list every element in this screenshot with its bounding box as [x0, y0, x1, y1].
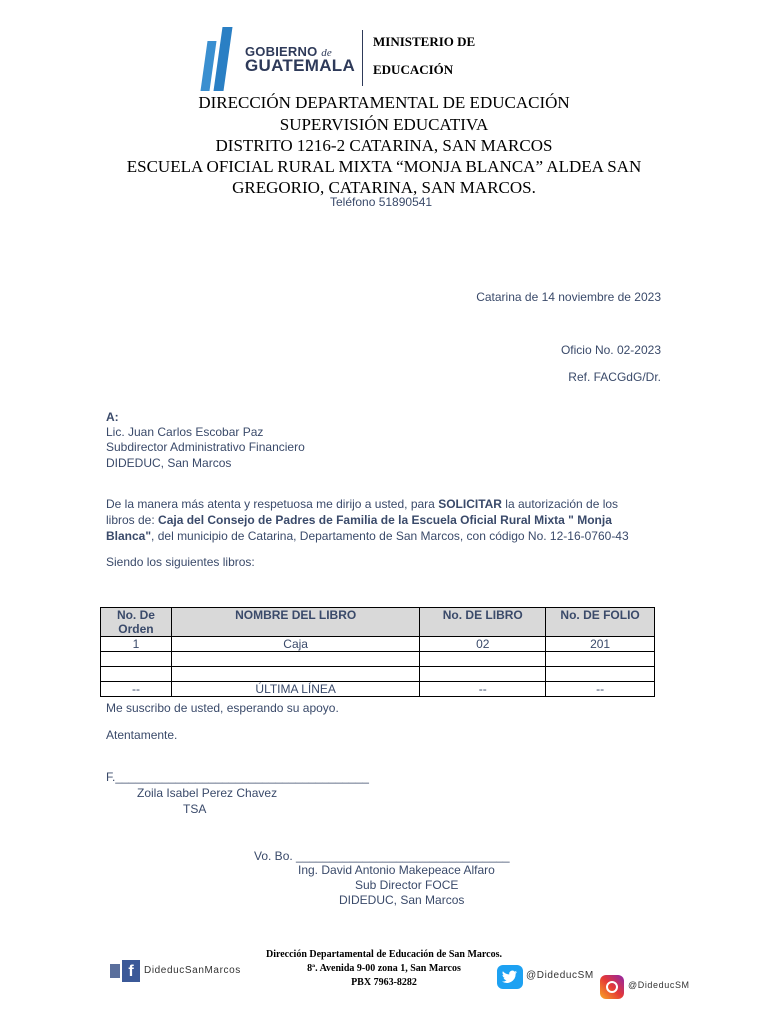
header-line2: SUPERVISIÓN EDUCATIVA: [279, 115, 489, 134]
table-row: [101, 652, 655, 667]
footer-line2: 8ª. Avenida 9-00 zona 1, San Marcos: [307, 963, 461, 974]
twitter-handle: @DideducSM: [526, 970, 594, 981]
table-cell: [546, 652, 655, 667]
header-phone: Teléfono 51890541: [330, 195, 433, 209]
header-line1: DIRECCIÓN DEPARTAMENTAL DE EDUCACIÓN: [198, 93, 570, 112]
table-cell: 201: [546, 637, 655, 652]
gobierno-logo-icon: [204, 27, 240, 91]
table-row: [101, 637, 655, 652]
ministry-line2: EDUCACIÓN: [373, 62, 454, 77]
place-date: Catarina de 14 noviembre de 2023: [476, 290, 661, 304]
table-cell: --: [101, 682, 172, 697]
logo-text-gobierno: GOBIERNO de: [245, 44, 332, 59]
recipient-label: A:: [106, 410, 119, 424]
table-cell: [420, 652, 546, 667]
signature-role: TSA: [183, 802, 207, 816]
table-row: [101, 667, 655, 682]
header-line5: GREGORIO, CATARINA, SAN MARCOS.: [232, 178, 536, 197]
twitter-icon: [497, 965, 523, 989]
table-cell: [420, 667, 546, 682]
col-header-orden: No. De Orden: [101, 608, 172, 637]
footer-line3: PBX 7963-8282: [351, 977, 417, 988]
recipient-name: Lic. Juan Carlos Escobar Paz: [106, 425, 264, 439]
body-paragraph-line2: libros de: Caja del Consejo de Padres de Familia de la Escuela Oficial Rural Mixta " Monja: [106, 513, 612, 527]
signature-name: Zoila Isabel Perez Chavez: [137, 786, 278, 800]
table-cell: --: [546, 682, 655, 697]
closing-line: Me suscribo de usted, esperando su apoyo.: [106, 701, 339, 715]
table-cell: [171, 667, 419, 682]
vobo-org: DIDEDUC, San Marcos: [339, 893, 465, 907]
table-cell: [546, 667, 655, 682]
closing-atentamente: Atentamente.: [106, 728, 178, 742]
footer-line1: Dirección Departamental de Educación de San Marcos.: [265, 949, 502, 960]
list-intro: Siendo los siguientes libros:: [106, 555, 255, 569]
col-header-nombre: NOMBRE DEL LIBRO: [171, 608, 419, 637]
signature-line: F.______________________________________: [106, 770, 369, 784]
table-cell: [101, 667, 172, 682]
table-cell: [171, 652, 419, 667]
table-cell: [101, 652, 172, 667]
vobo-name: Ing. David Antonio Makepeace Alfaro: [298, 863, 495, 877]
oficio-number: Oficio No. 02-2023: [560, 343, 661, 357]
vobo-line: Vo. Bo. ________________________________: [254, 849, 510, 863]
table-cell: Caja: [171, 637, 419, 652]
vobo-title: Sub Director FOCE: [355, 878, 459, 892]
logo-text-guatemala: GUATEMALA: [245, 56, 356, 75]
header-line4: ESCUELA OFICIAL RURAL MIXTA “MONJA BLANCA” ALDEA SAN: [126, 157, 642, 176]
table-cell: 02: [420, 637, 546, 652]
table-header-row: [101, 608, 655, 637]
recipient-org: DIDEDUC, San Marcos: [106, 456, 232, 470]
table-cell: --: [420, 682, 546, 697]
recipient-title: Subdirector Administrativo Financiero: [106, 440, 305, 454]
col-header-folio: No. DE FOLIO: [546, 608, 655, 637]
table-cell: 1: [101, 637, 172, 652]
body-paragraph-line3: Blanca", del municipio de Catarina, Departamento de San Marcos, con código No. 12-16-0760-43: [106, 529, 629, 543]
table-cell: ÚLTIMA LÍNEA: [171, 682, 419, 697]
ministry-line1: MINISTERIO DE: [373, 34, 476, 49]
instagram-handle: @DideducSM: [628, 980, 690, 990]
reference: Ref. FACGdG/Dr.: [568, 370, 661, 384]
facebook-icon: f: [110, 960, 140, 982]
header-line3: DISTRITO 1216-2 CATARINA, SAN MARCOS: [215, 136, 553, 155]
facebook-handle: DideducSanMarcos: [144, 965, 241, 976]
col-header-libro: No. DE LIBRO: [420, 608, 546, 637]
instagram-icon: [600, 975, 624, 999]
table-row: [101, 682, 655, 697]
books-table: [100, 607, 655, 697]
body-paragraph-line1: De la manera más atenta y respetuosa me dirijo a usted, para SOLICITAR la autorización de los: [106, 497, 619, 511]
logo-divider: [362, 30, 363, 86]
